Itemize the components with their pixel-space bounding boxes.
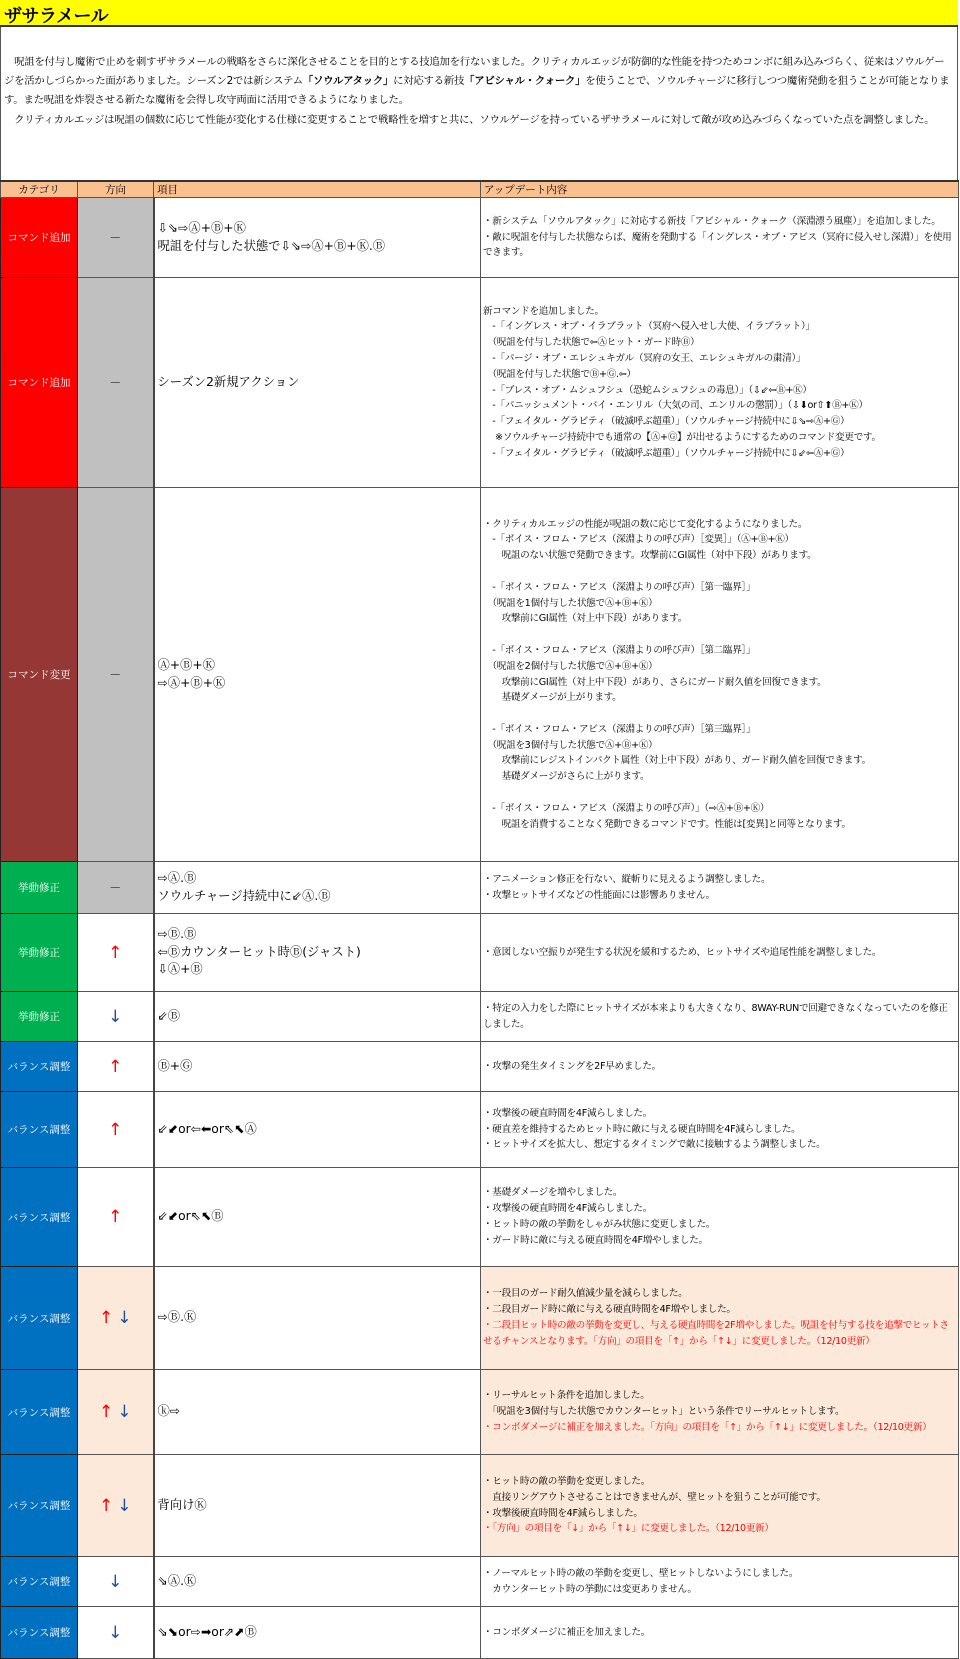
update-line: ※ソウルチャージ持続中でも通常の【Ⓐ+Ⓖ】が出せるようにするためのコマンド変更です。 bbox=[483, 431, 881, 443]
update-line: ・攻撃の発生タイミングを2F早めました。 bbox=[483, 1060, 661, 1072]
arrow-down-icon: ↓ bbox=[108, 1006, 123, 1027]
table-row bbox=[1, 1607, 959, 1659]
no-direction-dash: － bbox=[109, 881, 122, 895]
update-cell bbox=[481, 1168, 959, 1267]
item-cell bbox=[154, 862, 481, 914]
command-text: ⇩⇘⇨Ⓐ+Ⓑ+Ⓚ bbox=[157, 221, 246, 235]
header-update: アップデート内容 bbox=[481, 181, 959, 198]
direction-cell bbox=[78, 1168, 154, 1267]
update-line: -「ボイス・フロム・アビス（深淵よりの呼び声）［変異］」（Ⓐ+Ⓑ+Ⓚ） bbox=[483, 534, 794, 546]
update-line: 攻撃前にGI属性（対上中下段）があります。 bbox=[483, 613, 688, 625]
arrow-up-icon: ↑ bbox=[99, 1308, 114, 1328]
category-cell: バランス調整 bbox=[1, 1557, 78, 1607]
category-cell: コマンド追加 bbox=[1, 278, 78, 488]
update-note-red: ・二段目ヒット時の敵の挙動を変更し、与える硬直時間を2F増やしました。呪詛を付与する技を追撃でヒットさせるチャンスとなります。「方向」の項目を「↑」から「↑↓」に変更しました。（12/10更新） bbox=[483, 1320, 949, 1347]
category-cell: バランス調整 bbox=[1, 1168, 78, 1267]
update-cell bbox=[481, 992, 959, 1042]
command-text: ⇨Ⓐ.Ⓑ bbox=[157, 871, 197, 885]
intro-abyssal-quark: 「アビシャル・クォーク」 bbox=[464, 75, 586, 88]
direction-cell bbox=[78, 1267, 154, 1370]
command-text: 呪詛を付与した状態で⇩⇘⇨Ⓐ+Ⓑ+Ⓚ.Ⓑ bbox=[157, 238, 386, 253]
arrow-up-icon: ↑ bbox=[108, 1119, 123, 1140]
item-cell bbox=[154, 1168, 481, 1267]
update-line: ・ヒット時の敵の挙動を変更しました。 bbox=[483, 1475, 650, 1487]
command-text: ⇙⬋or⇖⬉Ⓑ bbox=[157, 1209, 224, 1224]
item-cell bbox=[154, 198, 481, 278]
command-text: ⇘⬊or⇨➡or⇗⬈Ⓑ bbox=[157, 1624, 257, 1639]
update-cell bbox=[481, 278, 959, 488]
update-line: ・特定の入力をした際にヒットサイズが本来よりも大きくなり、8WAY-RUNで回避できなくなっていたのを修正しました。 bbox=[483, 1002, 948, 1030]
update-line: ・攻撃後の硬直時間を4F減らしました。 bbox=[483, 1203, 653, 1215]
update-line: （呪詛を2個付与した状態でⒶ+Ⓑ+Ⓚ） bbox=[483, 660, 658, 672]
direction-cell bbox=[78, 1042, 154, 1092]
direction-cell bbox=[78, 488, 154, 862]
item-cell bbox=[154, 914, 481, 992]
category-cell: コマンド追加 bbox=[1, 198, 78, 278]
header-item: 項目 bbox=[154, 181, 481, 198]
item-cell bbox=[154, 1607, 481, 1659]
category-cell: バランス調整 bbox=[1, 1042, 78, 1092]
command-text: Ⓐ+Ⓑ+Ⓚ bbox=[157, 658, 215, 672]
command-text: ⇩Ⓐ+Ⓑ bbox=[157, 962, 203, 977]
update-cell bbox=[481, 914, 959, 992]
intro-p1-e: を使うことで、ソウルチャージに移行しつつ魔術発動を狙うことが可能となります。また呪詛を炸裂させる新たな魔術を会得し攻守両面に活用できるようになりました。 bbox=[4, 75, 950, 107]
update-line: 基礎ダメージが上がります。 bbox=[483, 692, 622, 704]
no-direction-dash: － bbox=[109, 668, 122, 682]
update-line: （呪詛を付与した状態でⒷ+Ⓖ.⇦） bbox=[483, 368, 636, 380]
update-line: ・ヒットサイズを拡大し、想定するタイミングで敵に接触するよう調整しました。 bbox=[483, 1139, 826, 1151]
update-line: -「パージ・オブ・エレシュキガル（冥府の女王、エレシュキガルの粛清）」 bbox=[483, 352, 806, 364]
intro-p2: クリティカルエッジは呪詛の個数に応じて性能が変化する仕様に変更することで戦略性を増すと共に、ソウルゲージを持っているザサラメールに対して敵が攻め込みづらくなっていた点を調整しました。 bbox=[4, 113, 935, 126]
item-cell bbox=[154, 1370, 481, 1455]
table-row bbox=[1, 1370, 959, 1455]
command-text: ⇨Ⓑ.Ⓚ bbox=[157, 1310, 197, 1325]
intro-p1-a: 呪詛を付与し魔術で止めを刺すザサラメールの戦略をさらに深化させることを目的とする技追加を行ないました。クリティカルエッジが防御的な性能を持つためコンボに組み込みづらく、従来はソウルゲージを活かしづらかった面がありました。シーズン2では新システム bbox=[4, 56, 945, 88]
update-cell bbox=[481, 1455, 959, 1557]
command-text: ⇨Ⓑ.Ⓑ bbox=[157, 927, 197, 942]
update-cell bbox=[481, 862, 959, 914]
update-line: -「ボイス・フロム・アビス（深淵よりの呼び声）［第一臨界］」 bbox=[483, 581, 756, 593]
table-header-row bbox=[1, 181, 959, 198]
update-cell bbox=[481, 1092, 959, 1168]
update-line: ・ガード時に敵に与える硬直時間を4F増やしました。 bbox=[483, 1234, 708, 1246]
direction-cell bbox=[78, 1607, 154, 1659]
table-row bbox=[1, 1455, 959, 1557]
direction-cell bbox=[78, 1370, 154, 1455]
update-line: （呪詛を付与した状態で⇦Ⓐヒット・ガード時Ⓑ） bbox=[483, 337, 700, 349]
category-cell: バランス調整 bbox=[1, 1455, 78, 1557]
category-cell: 挙動修正 bbox=[1, 862, 78, 914]
update-line: ・意図しない空振りが発生する状況を緩和するため、ヒットサイズや追尾性能を調整しました。 bbox=[483, 946, 882, 958]
update-line: 呪詛のない状態で発動できます。攻撃前にGI属性（対中下段）があります。 bbox=[483, 550, 817, 562]
update-line bbox=[483, 564, 956, 580]
update-line: -「ボイス・フロム・アビス（深淵よりの呼び声）［第三臨界］」 bbox=[483, 723, 756, 735]
item-cell bbox=[154, 1092, 481, 1168]
item-cell bbox=[154, 1042, 481, 1092]
update-line: -「ボイス・フロム・アビス（深淵よりの呼び声）［第二臨界］」 bbox=[483, 644, 756, 656]
intro-text bbox=[4, 53, 952, 130]
direction-cell bbox=[78, 992, 154, 1042]
update-cell bbox=[481, 1557, 959, 1607]
update-line: 基礎ダメージがさらに上がります。 bbox=[483, 771, 650, 783]
item-cell bbox=[154, 1267, 481, 1370]
arrow-up-icon: ↑ bbox=[99, 1495, 114, 1516]
update-cell bbox=[481, 1267, 959, 1370]
update-line: 新コマンドを追加しました。 bbox=[483, 305, 604, 317]
table-row bbox=[1, 488, 959, 862]
table-row bbox=[1, 914, 959, 992]
update-line: ・ヒット時の敵の挙動をしゃがみ状態に変更しました。 bbox=[483, 1219, 716, 1230]
table-row bbox=[1, 1557, 959, 1607]
command-text: ⇙Ⓑ bbox=[157, 1008, 181, 1023]
update-cell bbox=[481, 1042, 959, 1092]
update-line: ・攻撃後の硬直時間を4F減らしました。 bbox=[483, 1107, 653, 1119]
update-line: -「フェイタル・グラビティ（破滅呼ぶ超重）」（ソウルチャージ持続中に⇩⇙⇦Ⓐ+Ⓖ） bbox=[483, 447, 850, 459]
direction-cell bbox=[78, 1455, 154, 1557]
item-cell bbox=[154, 992, 481, 1042]
command-text: ⇘Ⓐ.Ⓚ bbox=[157, 1573, 197, 1588]
update-line: ・二段目ガード時に敵に与える硬直時間を4F増やしました。 bbox=[483, 1304, 736, 1316]
arrow-up-icon: ↑ bbox=[108, 1056, 123, 1077]
table-row bbox=[1, 1042, 959, 1092]
title-bar bbox=[0, 0, 958, 27]
update-line bbox=[483, 627, 956, 643]
table-row bbox=[1, 278, 959, 488]
update-line: -「ボイス・フロム・アビス（深淵よりの呼び声）」（⇨Ⓐ+Ⓑ+Ⓚ） bbox=[483, 802, 770, 814]
direction-cell bbox=[78, 198, 154, 278]
direction-cell bbox=[78, 914, 154, 992]
update-line: 攻撃前にGI属性（対上中下段）があり、さらにガード耐久値を回復できます。 bbox=[483, 676, 827, 688]
update-cell bbox=[481, 1607, 959, 1659]
item-cell bbox=[154, 1455, 481, 1557]
direction-cell bbox=[78, 278, 154, 488]
category-cell: バランス調整 bbox=[1, 1092, 78, 1168]
page-title: ザサラメール bbox=[4, 6, 109, 27]
intro-p1-c: に対応する新技 bbox=[393, 75, 465, 88]
update-line: カウンターヒット時の挙動には変更ありません。 bbox=[483, 1583, 697, 1595]
arrow-down-icon: ↓ bbox=[108, 1571, 123, 1592]
category-cell: バランス調整 bbox=[1, 1607, 78, 1659]
category-cell: コマンド変更 bbox=[1, 488, 78, 862]
arrow-down-icon: ↓ bbox=[117, 1402, 132, 1422]
no-direction-dash: － bbox=[109, 376, 122, 390]
table-row bbox=[1, 1092, 959, 1168]
arrow-up-icon: ↑ bbox=[108, 942, 123, 963]
update-line: 「呪詛を3個付与した状態でカウンターヒット」という条件でリーサルヒットします。 bbox=[483, 1406, 845, 1418]
update-line: -「イングレス・オブ・イラブラット（冥府へ侵入せし大使、イラブラット）」 bbox=[483, 321, 815, 333]
update-line: -「パニッシュメント・バイ・エンリル（大気の司、エンリルの懲罰）」（⇩⬇or⇧⬆Ⓑ+Ⓚ） bbox=[483, 400, 868, 412]
command-text: シーズン2新規アクション bbox=[157, 374, 300, 389]
update-line: ・アニメーション修正を行ない、縦斬りに見えるよう調整しました。 bbox=[483, 873, 771, 885]
update-line: ・ノーマルヒット時の敵の挙動を変更し、壁ヒットしないようにしました。 bbox=[483, 1567, 799, 1579]
update-cell bbox=[481, 488, 959, 862]
command-text: ⇙⬋or⇦⬅or⇖⬉Ⓐ bbox=[157, 1121, 257, 1136]
table-row bbox=[1, 862, 959, 914]
update-line: ・新システム「ソウルアタック」に対応する新技「アビシャル・クォーク（深淵漂う風塵）」を追加しました。 bbox=[483, 215, 941, 227]
direction-cell bbox=[78, 862, 154, 914]
item-cell bbox=[154, 1557, 481, 1607]
command-text: 背向けⓀ bbox=[157, 1497, 207, 1512]
arrow-down-icon: ↓ bbox=[108, 1622, 123, 1643]
update-line: -「ブレス・オブ・ムシュフシュ（恐蛇ムシュフシュの毒息）」（⇩⇙⇦Ⓑ+Ⓚ） bbox=[483, 384, 812, 396]
intro-section bbox=[0, 27, 958, 180]
item-cell bbox=[154, 278, 481, 488]
header-direction: 方向 bbox=[78, 181, 154, 198]
update-line: 攻撃前にレジストインパクト属性（対上中下段）があり、ガード耐久値を回復できます。 bbox=[483, 755, 871, 767]
update-line bbox=[483, 706, 956, 722]
arrow-up-icon: ↑ bbox=[108, 1207, 123, 1227]
header-category: カテゴリ bbox=[1, 181, 78, 198]
update-table bbox=[0, 180, 959, 1659]
update-line: ・リーサルヒット条件を追加しました。 bbox=[483, 1390, 650, 1402]
update-cell bbox=[481, 1370, 959, 1455]
update-line: ・攻撃ヒットサイズなどの性能面には影響ありません。 bbox=[483, 889, 715, 901]
update-line: ・コンボダメージに補正を加えました。 bbox=[483, 1626, 651, 1638]
table-row bbox=[1, 198, 959, 278]
update-line: ・硬直差を維持するためヒット時に敵に与える硬直時間を4F減らしました。 bbox=[483, 1123, 801, 1135]
update-line: 直接リングアウトさせることはできませんが、壁ヒットを狙うことが可能です。 bbox=[483, 1491, 826, 1503]
category-cell: 挙動修正 bbox=[1, 914, 78, 992]
command-text: ⓚ⇨ bbox=[157, 1404, 181, 1419]
update-line: ・クリティカルエッジの性能が呪詛の数に応じて変化するようになりました。 bbox=[483, 518, 808, 530]
command-text: Ⓑ+Ⓖ bbox=[157, 1058, 193, 1073]
update-line: ・攻撃後硬直時間を4F減らしました。 bbox=[483, 1507, 643, 1519]
arrow-down-icon: ↓ bbox=[117, 1495, 132, 1516]
table-row bbox=[1, 1168, 959, 1267]
update-line bbox=[483, 785, 956, 801]
command-text: ⇦Ⓑカウンターヒット時Ⓑ(ジャスト) bbox=[157, 944, 361, 959]
category-cell: 挙動修正 bbox=[1, 992, 78, 1042]
direction-cell bbox=[78, 1557, 154, 1607]
update-note-red: ・「方向」の項目を「↓」から「↑↓」に変更しました。（12/10更新） bbox=[483, 1523, 774, 1535]
update-note-red: ・コンボダメージに補正を加えました。「方向」の項目を「↑」から「↑↓」に変更しました。（12/10更新） bbox=[483, 1421, 932, 1433]
table-row bbox=[1, 992, 959, 1042]
arrow-down-icon: ↓ bbox=[117, 1308, 132, 1328]
category-cell: バランス調整 bbox=[1, 1370, 78, 1455]
update-line: 呪詛を消費することなく発動できるコマンドです。性能は[変異]と同等となります。 bbox=[483, 818, 851, 830]
arrow-up-icon: ↑ bbox=[99, 1402, 114, 1422]
intro-soul-attack: 「ソウルアタック」 bbox=[302, 75, 394, 88]
update-line: ・敵に呪詛を付与した状態ならば、魔術を発動する「イングレス・オブ・アビス（冥府に侵入せし深淵）」を使用できます。 bbox=[483, 231, 952, 259]
update-line: -「フェイタル・グラビティ（破滅呼ぶ超重）」（ソウルチャージ持続中に⇩⇘⇨Ⓐ+Ⓖ） bbox=[483, 416, 850, 428]
update-line: （呪詛を1個付与した状態でⒶ+Ⓑ+Ⓚ） bbox=[483, 597, 658, 609]
no-direction-dash: － bbox=[109, 231, 122, 245]
command-text: ソウルチャージ持続中に⇙Ⓐ.Ⓑ bbox=[157, 888, 331, 903]
table-row bbox=[1, 1267, 959, 1370]
update-line: ・基礎ダメージを増やしました。 bbox=[483, 1187, 623, 1199]
update-cell bbox=[481, 198, 959, 278]
update-line: ・一段目のガード耐久値減少量を減らしました。 bbox=[483, 1288, 688, 1300]
item-cell bbox=[154, 488, 481, 862]
update-line: （呪詛を3個付与した状態でⒶ+Ⓑ+Ⓚ） bbox=[483, 739, 658, 751]
category-cell: バランス調整 bbox=[1, 1267, 78, 1370]
command-text: ⇨Ⓐ+Ⓑ+Ⓚ bbox=[157, 675, 226, 690]
direction-cell bbox=[78, 1092, 154, 1168]
